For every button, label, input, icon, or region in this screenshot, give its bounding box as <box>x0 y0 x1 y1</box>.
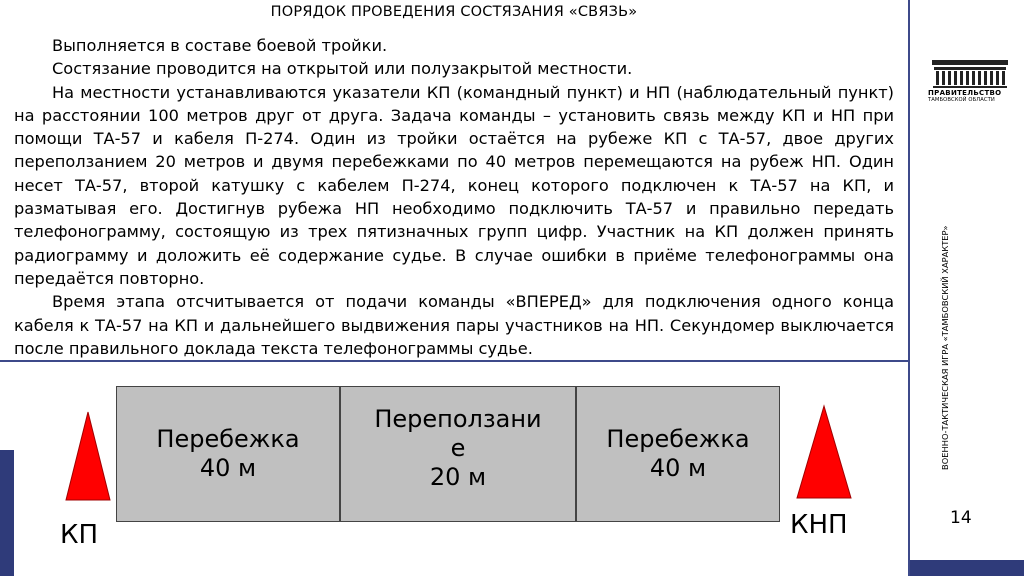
footer-accent-bar <box>910 560 1024 576</box>
left-accent-bar <box>0 450 14 576</box>
slide-body <box>14 34 894 360</box>
stage-crawl-distance: 20 м <box>429 463 487 491</box>
paragraph-1: Выполняется в составе боевой тройки. <box>52 36 388 55</box>
frame-vertical-line <box>908 0 910 576</box>
kp-marker-icon <box>64 410 112 502</box>
kp-label: КП <box>60 520 99 550</box>
stage-crawl-name-line1: Переползани <box>374 405 542 433</box>
stage-crawl-name-line2: е <box>450 434 466 462</box>
page-number: 14 <box>950 508 972 528</box>
stage-run-1 <box>116 386 340 522</box>
vertical-caption: ВОЕННО-ТАКТИЧЕСКАЯ ИГРА «ТАМБОВСКИЙ ХАРАКТЕР» <box>940 225 950 470</box>
logo-subtitle: ТАМБОВСКОЙ ОБЛАСТИ <box>928 97 995 103</box>
paragraph-2: Состязание проводится на открытой или полузакрытой местности. <box>52 59 633 79</box>
stage-run-2-distance: 40 м <box>649 454 707 482</box>
logo-name: ПРАВИТЕЛЬСТВО <box>928 89 1002 97</box>
slide-title: ПОРЯДОК ПРОВЕДЕНИЯ СОСТЯЗАНИЯ «СВЯЗЬ» <box>270 4 638 20</box>
frame-horizontal-line <box>0 360 910 362</box>
stage-crawl <box>340 386 576 522</box>
knp-marker-icon <box>795 404 853 500</box>
paragraph-3: На местности устанавливаются указатели КП (командный пункт) и НП (наблюдательный пункт) на расстоянии 100 метров друг от друга. Задача команды – установить связь между КП и НП при помощи ТА-57 и кабеля П-274. Один из тройки остаётся на рубеже КП с ТА-57, двое других переползанием 20 метров и двумя перебежками по 40 метров перемещаются на рубеж НП. Один несет ТА-57, второй катушку с кабелем П-274, конец которого подключен к ТА-57 на КП, и разматывая его. Достигнув рубежа НП необходимо подключить ТА-57 и правильно передать телефонограмму, состоящую из трех пятизначных групп цифр. Участник на КП должен принять радиограмму и доложить её содержание судье. В случае ошибки в приёме телефонограммы она передаётся повторно. <box>14 82 894 288</box>
stage-run-1-name: Перебежка <box>156 425 300 453</box>
paragraph-4: Время этапа отсчитывается от подачи команды «ВПЕРЕД» для подключения одного конца кабеля к ТА-57 на КП и дальнейшего выдвижения пары участников на НП. Секундомер выключается после правильного доклада текста телефонограммы судье. <box>14 292 894 358</box>
stage-run-1-distance: 40 м <box>199 454 257 482</box>
stage-run-2-name: Перебежка <box>606 425 750 453</box>
knp-label: КНП <box>790 510 848 540</box>
stage-run-2 <box>576 386 780 522</box>
